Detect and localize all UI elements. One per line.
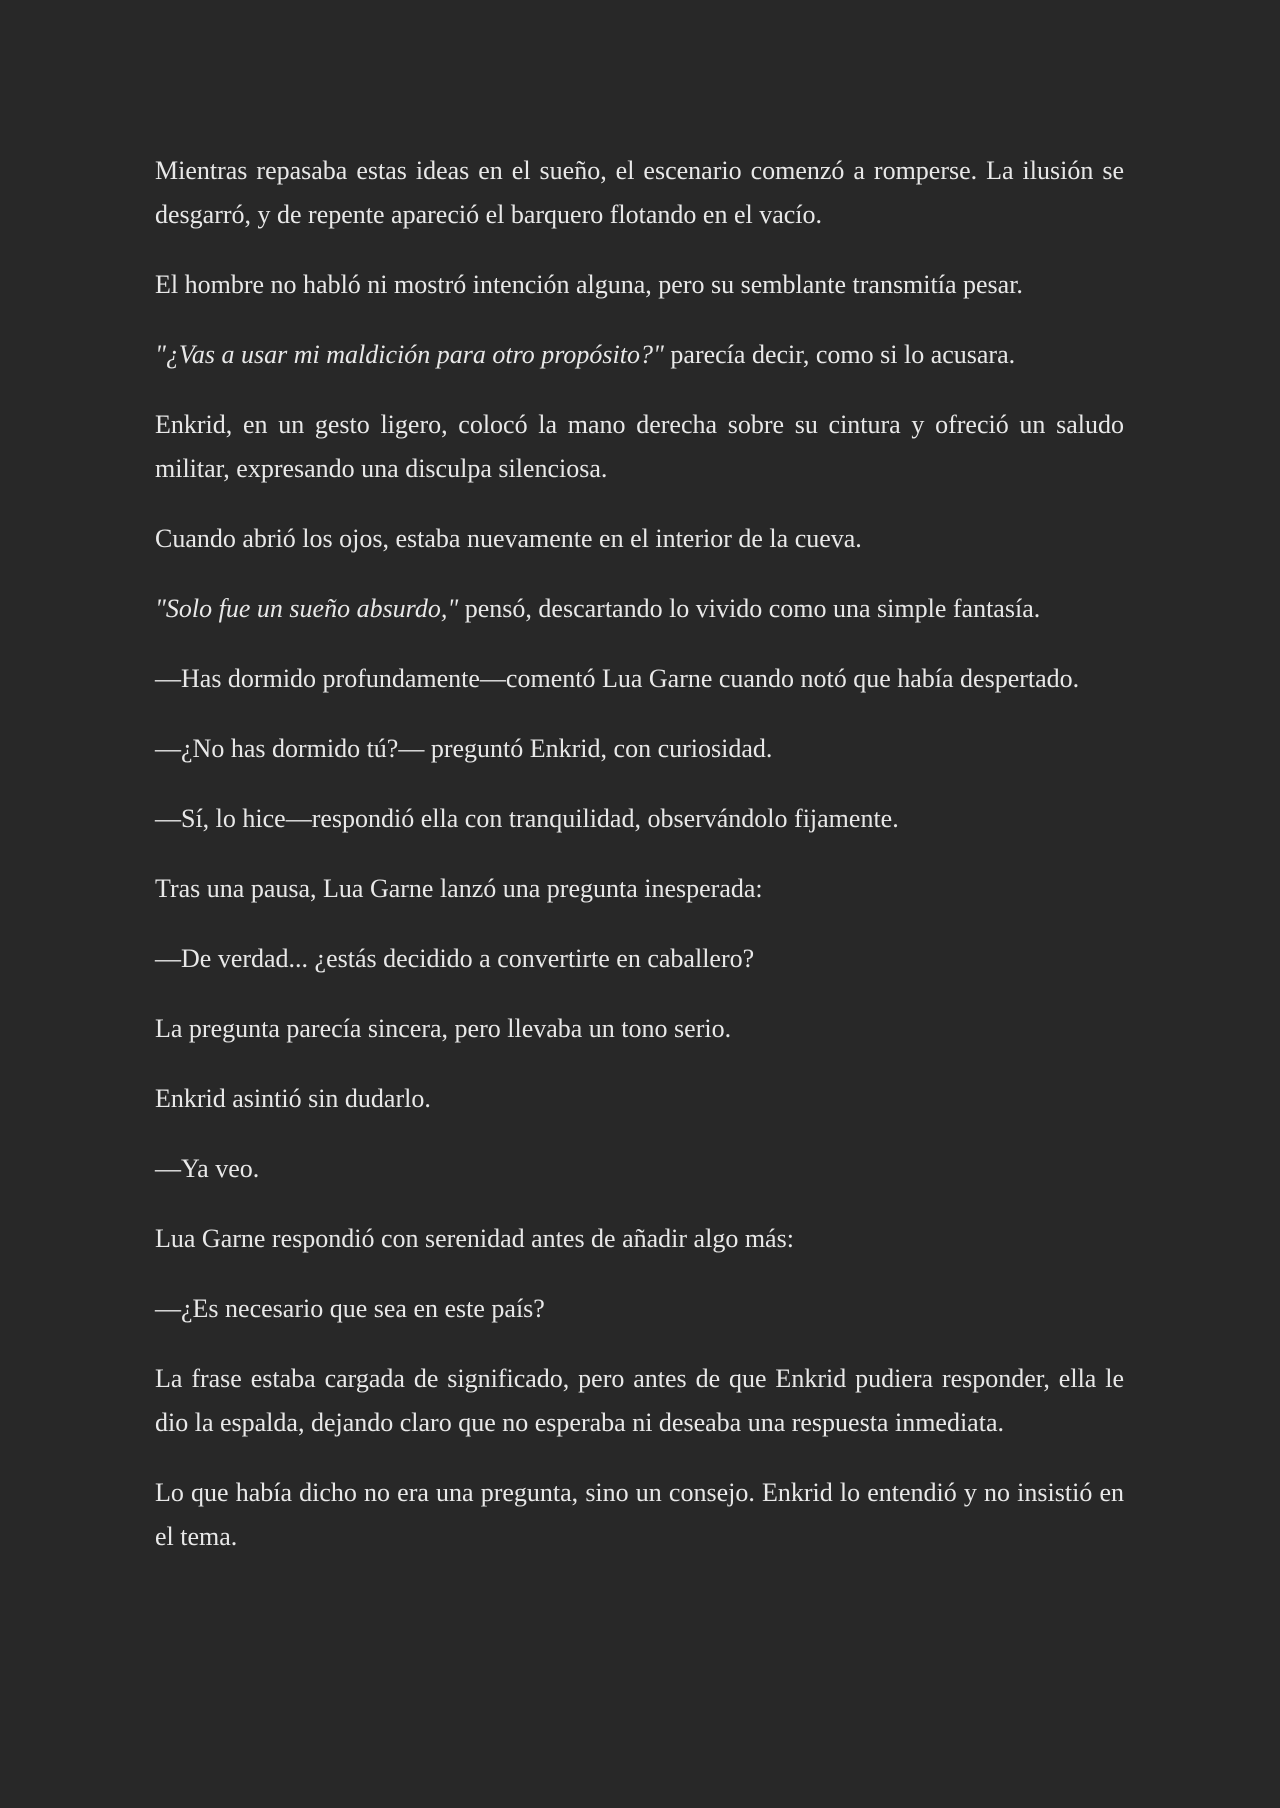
paragraph-10 <box>155 867 1124 911</box>
paragraph-text: —Ya veo. <box>155 1154 260 1183</box>
paragraph-text: parecía decir, como si lo acusara. <box>663 340 1016 369</box>
paragraph-15 <box>155 1217 1124 1261</box>
paragraph-11 <box>155 937 1124 981</box>
paragraph-6 <box>155 587 1124 631</box>
paragraph-text: Cuando abrió los ojos, estaba nuevamente en el interior de la cueva. <box>155 524 862 553</box>
paragraph-text: —¿No has dormido tú?— preguntó Enkrid, con curiosidad. <box>155 734 773 763</box>
paragraph-9 <box>155 797 1124 841</box>
paragraph-13 <box>155 1077 1124 1121</box>
paragraph-text: Tras una pausa, Lua Garne lanzó una pregunta inesperada: <box>155 874 763 903</box>
paragraph-8 <box>155 727 1124 771</box>
paragraph-text: La frase estaba cargada de significado, pero antes de que Enkrid pudiera responder, ella le dio la espalda, dejando claro que no esperaba ni deseaba una respuesta inmediata. <box>155 1364 1124 1437</box>
paragraph-text: El hombre no habló ni mostró intención alguna, pero su semblante transmitía pesar. <box>155 270 1023 299</box>
italic-thought: "Solo fue un sueño absurdo," <box>155 594 459 623</box>
paragraph-text: Enkrid asintió sin dudarlo. <box>155 1084 431 1113</box>
paragraph-2 <box>155 263 1124 307</box>
paragraph-text: pensó, descartando lo vivido como una simple fantasía. <box>458 594 1041 623</box>
paragraph-text: Enkrid, en un gesto ligero, colocó la mano derecha sobre su cintura y ofreció un saludo militar, expresando una disculpa silenciosa. <box>155 410 1124 483</box>
paragraph-1 <box>155 149 1124 237</box>
paragraph-4 <box>155 403 1124 491</box>
paragraph-text: Mientras repasaba estas ideas en el sueño, el escenario comenzó a romperse. La ilusión se desgarró, y de repente apareció el barquero flotando en el vacío. <box>155 156 1124 229</box>
document-body <box>155 149 1124 1559</box>
paragraph-text: Lo que había dicho no era una pregunta, sino un consejo. Enkrid lo entendió y no insistió en el tema. <box>155 1478 1124 1551</box>
paragraph-5 <box>155 517 1124 561</box>
paragraph-18 <box>155 1471 1124 1559</box>
paragraph-17 <box>155 1357 1124 1445</box>
paragraph-text: —¿Es necesario que sea en este país? <box>155 1294 545 1323</box>
paragraph-7 <box>155 657 1124 701</box>
paragraph-text: Lua Garne respondió con serenidad antes de añadir algo más: <box>155 1224 794 1253</box>
paragraph-text: —Sí, lo hice—respondió ella con tranquilidad, observándolo fijamente. <box>155 804 899 833</box>
italic-thought: "¿Vas a usar mi maldición para otro propósito?" <box>155 340 664 369</box>
paragraph-16 <box>155 1287 1124 1331</box>
paragraph-14 <box>155 1147 1124 1191</box>
paragraph-3 <box>155 333 1124 377</box>
paragraph-text: —Has dormido profundamente—comentó Lua Garne cuando notó que había despertado. <box>155 664 1080 693</box>
paragraph-text: La pregunta parecía sincera, pero llevaba un tono serio. <box>155 1014 732 1043</box>
paragraph-text: —De verdad... ¿estás decidido a convertirte en caballero? <box>155 944 755 973</box>
paragraph-12 <box>155 1007 1124 1051</box>
